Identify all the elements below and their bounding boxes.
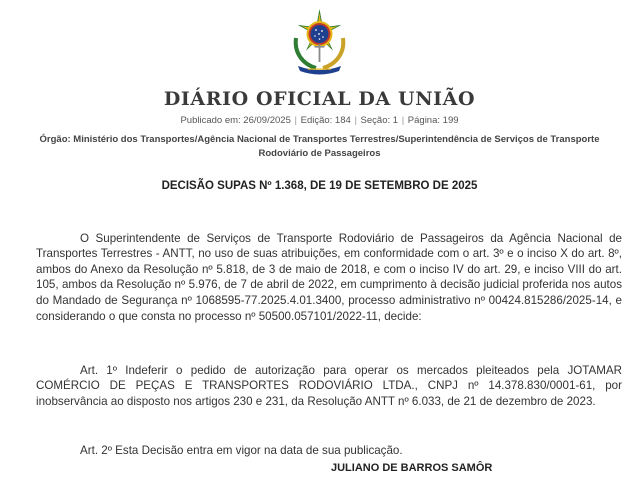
article-1-paragraph: Art. 1º Indeferir o pedido de autorização para operar os mercados pleiteados pela JOTAMAR COMÉRCIO DE PEÇAS E TRANSPORTES RODOVIÁRIO LTDA., CNPJ nº 14.378.830/0001-61, por inobservância ao disposto nos artigos 230 e 231, da Resolução ANTT nº 6.033, de 21 de dezembro de 2023. — [36, 363, 622, 408]
decision-title: DECISÃO SUPAS Nº 1.368, DE 19 DE SETEMBRO DE 2025 — [161, 180, 478, 192]
separator: | — [354, 115, 357, 126]
edition-number: Edição: 184 — [300, 115, 351, 126]
coat-of-arms-icon — [288, 8, 351, 76]
section-number: Seção: 1 — [360, 115, 399, 126]
page-number: Página: 199 — [407, 115, 459, 126]
preamble-paragraph: O Superintendente de Serviços de Transporte Rodoviário de Passageiros da Agência Nacional de Transportes Terrestres - ANTT, no uso de suas atribuições, em conformidade com o art. 3º e o inciso X do art. 8º, ambos do Anexo da Resolução nº 5.818, de 3 de maio de 2018, e com o inciso IV do art. 29, e inciso VIII do art. 105, ambos da Resolução nº 5.976, de 7 de abril de 2022, em cumprimento à decisão judicial proferida nos autos do Mandado de Segurança nº 1068595-77.2025.4.01.3400, processo administrativo nº 00424.815286/2025-14, e considerando o que consta no processo nº 50500.057101/2022-11, decide: — [36, 231, 622, 323]
separator: | — [401, 115, 405, 126]
article-2-paragraph: Art. 2º Esta Decisão entra em vigor na data de sua publicação. — [80, 443, 403, 457]
organ-label: Órgão: — [39, 134, 71, 145]
separator: | — [294, 115, 297, 126]
publication-info — [0, 115, 639, 126]
published-date: Publicado em: 26/09/2025 — [180, 115, 291, 126]
signatory-name: JULIANO DE BARROS SAMÔR — [331, 462, 493, 474]
gazette-title: DIÁRIO OFICIAL DA UNIÃO — [163, 88, 476, 110]
issuing-organ — [30, 133, 609, 161]
organ-value: Ministério dos Transportes/Agência Nacional de Transportes Terrestres/Superintendência de Serviços de Transporte Rodoviário de Passageiros — [73, 134, 600, 159]
